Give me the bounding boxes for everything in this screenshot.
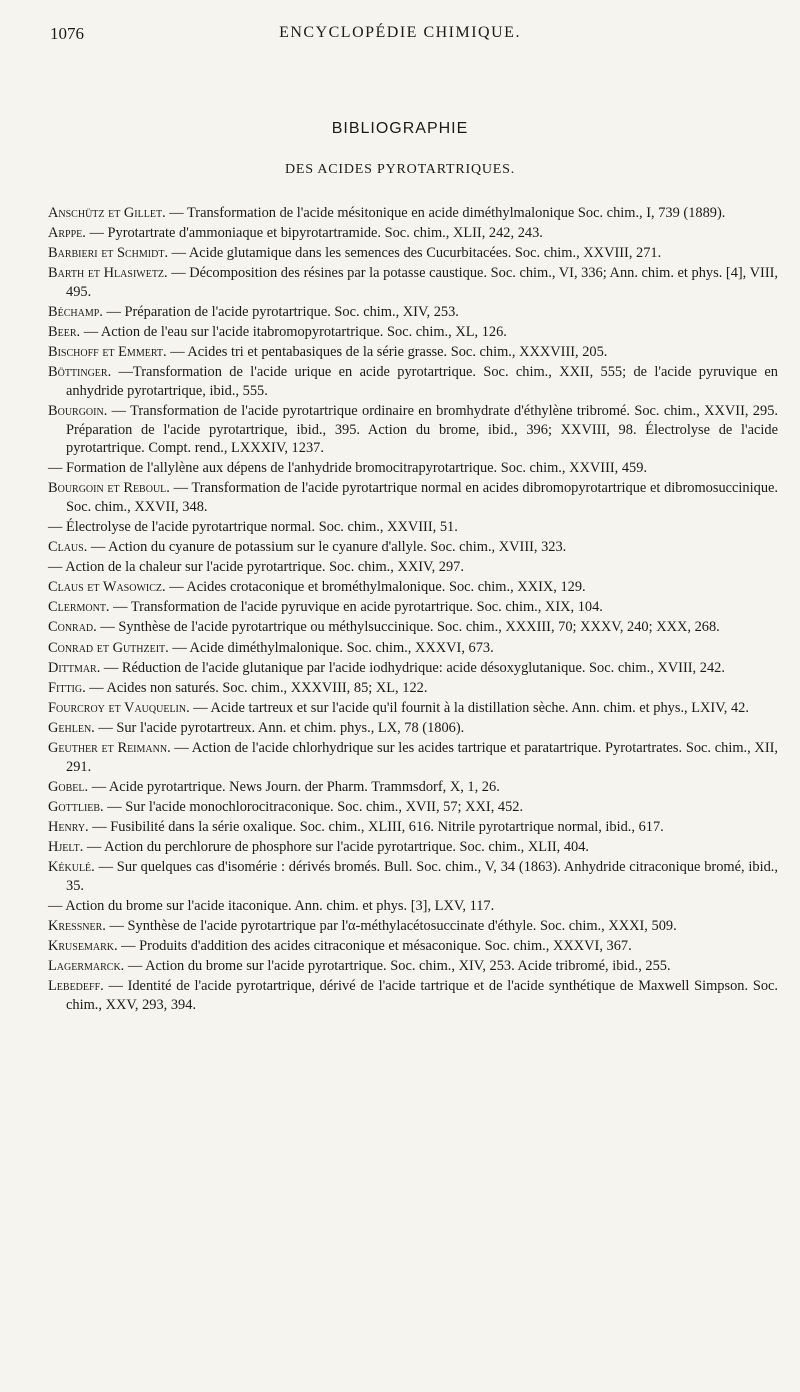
entry-author: Dittmar.: [48, 659, 101, 676]
entry-text: — Action du perchlorure de phosphore sur l'acide pyrotartrique. Soc. chim., XLII, 404.: [83, 839, 590, 855]
bibliography-entry: [48, 957, 778, 976]
bibliography-entry: [48, 639, 778, 658]
entry-text: — Transformation de l'acide mésitonique en acide diméthylmalonique Soc. chim., I, 739 (1889).: [165, 205, 726, 221]
bibliography-entry: [48, 858, 778, 895]
entry-text: — Sur quelques cas d'isomérie : dérivés bromés. Bull. Soc. chim., V, 34 (1863). Anhydride citraconique bromé, ibid., 35.: [66, 859, 778, 894]
entry-text: — Synthèse de l'acide pyrotartrique par l'α-méthylacétosuccinate d'éthyle. Soc. chim., XXXI, 509.: [105, 917, 677, 934]
entry-author: Fittig.: [48, 679, 86, 696]
entry-text: — Électrolyse de l'acide pyrotartrique normal. Soc. chim., XXVIII, 51.: [48, 519, 458, 535]
entry-author: Claus.: [48, 539, 88, 556]
bibliography-entry: [48, 917, 778, 936]
entry-author: Bourgoin.: [48, 402, 108, 419]
bibliography-entry: [48, 618, 778, 637]
section-subtitle: DES ACIDES PYROTARTRIQUES.: [284, 162, 516, 177]
bibliography-entry: [48, 343, 778, 362]
entry-author: Fourcroy et Vauquelin.: [48, 699, 190, 716]
bibliography-entry: [48, 798, 778, 817]
entry-author: Conrad.: [48, 619, 97, 636]
bibliography-entry: [48, 204, 778, 223]
entry-text: — Préparation de l'acide pyrotartrique. Soc. chim., XIV, 253.: [102, 303, 459, 320]
entry-author: Gottlieb.: [48, 798, 104, 815]
entry-text: — Pyrotartrate d'ammoniaque et bipyrotartramide. Soc. chim., XLII, 242, 243.: [85, 225, 543, 242]
entry-author: Geuther et Reimann.: [48, 740, 171, 757]
page-number: 1076: [50, 24, 84, 43]
entry-text: —Transformation de l'acide urique en acide pyrotartrique. Soc. chim., XXII, 555; de l'acide pyruvique en anhydride pyrotartrique, ibid., 555.: [66, 364, 778, 399]
bibliography-entry: [48, 578, 778, 597]
entry-author: Conrad et Guthzeit.: [48, 639, 169, 656]
entry-text: — Action de l'acide chlorhydrique sur les acides tartrique et paratartrique. Pyrotartrates. Soc. chim., XII, 291.: [66, 740, 779, 775]
bibliography-list: [48, 204, 778, 1016]
bibliography-entry: [48, 778, 778, 797]
entry-author: Böttinger.: [48, 364, 112, 381]
bibliography-entry: [48, 459, 778, 478]
entry-text: — Acides non saturés. Soc. chim., XXXVIII, 85; XL, 122.: [85, 679, 428, 696]
entry-author: Beer.: [48, 324, 81, 341]
entry-author: Barbieri et Schmidt.: [48, 245, 169, 262]
bibliography-entry: [48, 264, 778, 301]
entry-author: Clermont.: [48, 599, 110, 616]
bibliography-entry: [48, 303, 778, 322]
entry-text: — Acide diméthylmalonique. Soc. chim., XXXVI, 673.: [168, 639, 494, 656]
entry-text: — Décomposition des résines par la potasse caustique. Soc. chim., VI, 336; Ann. chim. et phys. [4], VIII, 495.: [66, 265, 778, 300]
entry-text: — Acide pyrotartrique. News Journ. der Pharm. Trammsdorf, X, 1, 26.: [88, 778, 500, 795]
entry-text: — Transformation de l'acide pyrotartrique ordinaire en bromhydrate d'éthylène tribromé. Soc. chim., XXVII, 295. Préparation de l'acide pyrotartrique, ibid., 395. Action du brome, ibid., 396; XXVIII, 98. Électrolyse de l'acide pyrotartrique. Compt. rend., LXXXIV, 1237.: [66, 402, 778, 457]
bibliography-entry: [48, 699, 778, 718]
bibliography-entry: [48, 518, 778, 537]
bibliography-entry: [48, 598, 778, 617]
entry-author: Gehlen.: [48, 719, 95, 736]
entry-author: Bischoff et Emmert.: [48, 344, 167, 361]
entry-author: Hjelt.: [48, 839, 84, 855]
entry-author: Arppe.: [48, 225, 86, 242]
bibliography-entry: [48, 479, 778, 516]
entry-text: — Produits d'addition des acides citraconique et mésaconique. Soc. chim., XXXVI, 367.: [117, 937, 632, 954]
running-head: ENCYCLOPÉDIE CHIMIQUE.: [279, 24, 521, 41]
entry-text: — Action de la chaleur sur l'acide pyrotartrique. Soc. chim., XXIV, 297.: [48, 559, 464, 576]
entry-text: — Acides crotaconique et brométhylmalonique. Soc. chim., XXIX, 129.: [165, 579, 586, 596]
entry-text: — Formation de l'allylène aux dépens de l'anhydride bromocitrapyrotartrique. Soc. chim., XXVIII, 459.: [48, 460, 648, 477]
bibliography-entry: [48, 719, 778, 738]
entry-text: — Synthèse de l'acide pyrotartrique ou méthylsuccinique. Soc. chim., XXXIII, 70; XXXV, 240; XXX, 268.: [96, 619, 720, 636]
bibliography-entry: [48, 739, 778, 776]
entry-text: — Réduction de l'acide glutanique par l'acide iodhydrique: acide désoxyglutanique. Soc. chim., XVIII, 242.: [100, 659, 725, 676]
bibliography-entry: [48, 838, 778, 857]
entry-text: — Transformation de l'acide pyruvique en acide pyrotartrique. Soc. chim., XIX, 104.: [109, 599, 603, 616]
entry-author: Béchamp.: [48, 303, 103, 320]
section-title: BIBLIOGRAPHIE: [331, 120, 469, 137]
bibliography-entry: [48, 538, 778, 557]
bibliography-entry: [48, 937, 778, 956]
entry-text: — Acides tri et pentabasiques de la série grasse. Soc. chim., XXXVIII, 205.: [166, 344, 608, 361]
entry-text: — Identité de l'acide pyrotartrique, dérivé de l'acide tartrique et de l'acide synthétique de Maxwell Simpson. Soc. chim., XXV, 293, 394.: [66, 978, 778, 1013]
entry-author: Barth et Hlasiwetz.: [48, 265, 168, 282]
entry-text: — Transformation de l'acide pyrotartrique normal en acides dibromopyrotartrique et dibromosuccinique. Soc. chim., XXVII, 348.: [66, 480, 778, 515]
page-header: [40, 24, 760, 48]
bibliography-entry: [48, 402, 778, 458]
entry-author: Claus et Wasowicz.: [48, 579, 166, 596]
bibliography-entry: [48, 224, 778, 243]
entry-text: — Action de l'eau sur l'acide itabromopyrotartrique. Soc. chim., XL, 126.: [80, 324, 507, 341]
entry-author: Lebedeff.: [48, 978, 104, 995]
entry-author: Bourgoin et Reboul.: [48, 480, 170, 497]
entry-author: Gobel.: [48, 778, 89, 795]
entry-author: Krusemark.: [48, 937, 118, 954]
bibliography-entry: [48, 659, 778, 678]
bibliography-entry: [48, 818, 778, 837]
entry-author: Kékulé.: [48, 859, 95, 876]
entry-text: — Action du brome sur l'acide pyrotartrique. Soc. chim., XIV, 253. Acide tribromé, ibid., 255.: [124, 958, 671, 975]
entry-author: Kressner.: [48, 917, 106, 934]
entry-text: — Action du brome sur l'acide itaconique. Ann. chim. et phys. [3], LXV, 117.: [48, 897, 495, 914]
bibliography-entry: [48, 897, 778, 916]
entry-text: — Acide glutamique dans les semences des Cucurbitacées. Soc. chim., XXVIII, 271.: [168, 245, 662, 262]
bibliography-entry: [48, 244, 778, 263]
entry-author: Anschütz et Gillet.: [48, 205, 166, 221]
entry-text: — Acide tartreux et sur l'acide qu'il fournit à la distillation sèche. Ann. chim. et phys., LXIV, 42.: [189, 699, 749, 716]
entry-text: — Sur l'acide pyrotartreux. Ann. et chim. phys., LX, 78 (1806).: [94, 719, 465, 736]
bibliography-entry: [48, 977, 778, 1014]
bibliography-entry: [48, 558, 778, 577]
bibliography-entry: [48, 679, 778, 698]
entry-text: — Fusibilité dans la série oxalique. Soc. chim., XLIII, 616. Nitrile pyrotartrique normal, ibid., 617.: [88, 818, 664, 835]
entry-author: Lagermarck.: [48, 958, 125, 975]
bibliography-entry: [48, 323, 778, 342]
entry-text: — Action du cyanure de potassium sur le cyanure d'allyle. Soc. chim., XVIII, 323.: [87, 539, 567, 556]
entry-author: Henry.: [48, 818, 89, 835]
bibliography-entry: [48, 363, 778, 400]
entry-text: — Sur l'acide monochlorocitraconique. Soc. chim., XVII, 57; XXI, 452.: [103, 798, 524, 815]
